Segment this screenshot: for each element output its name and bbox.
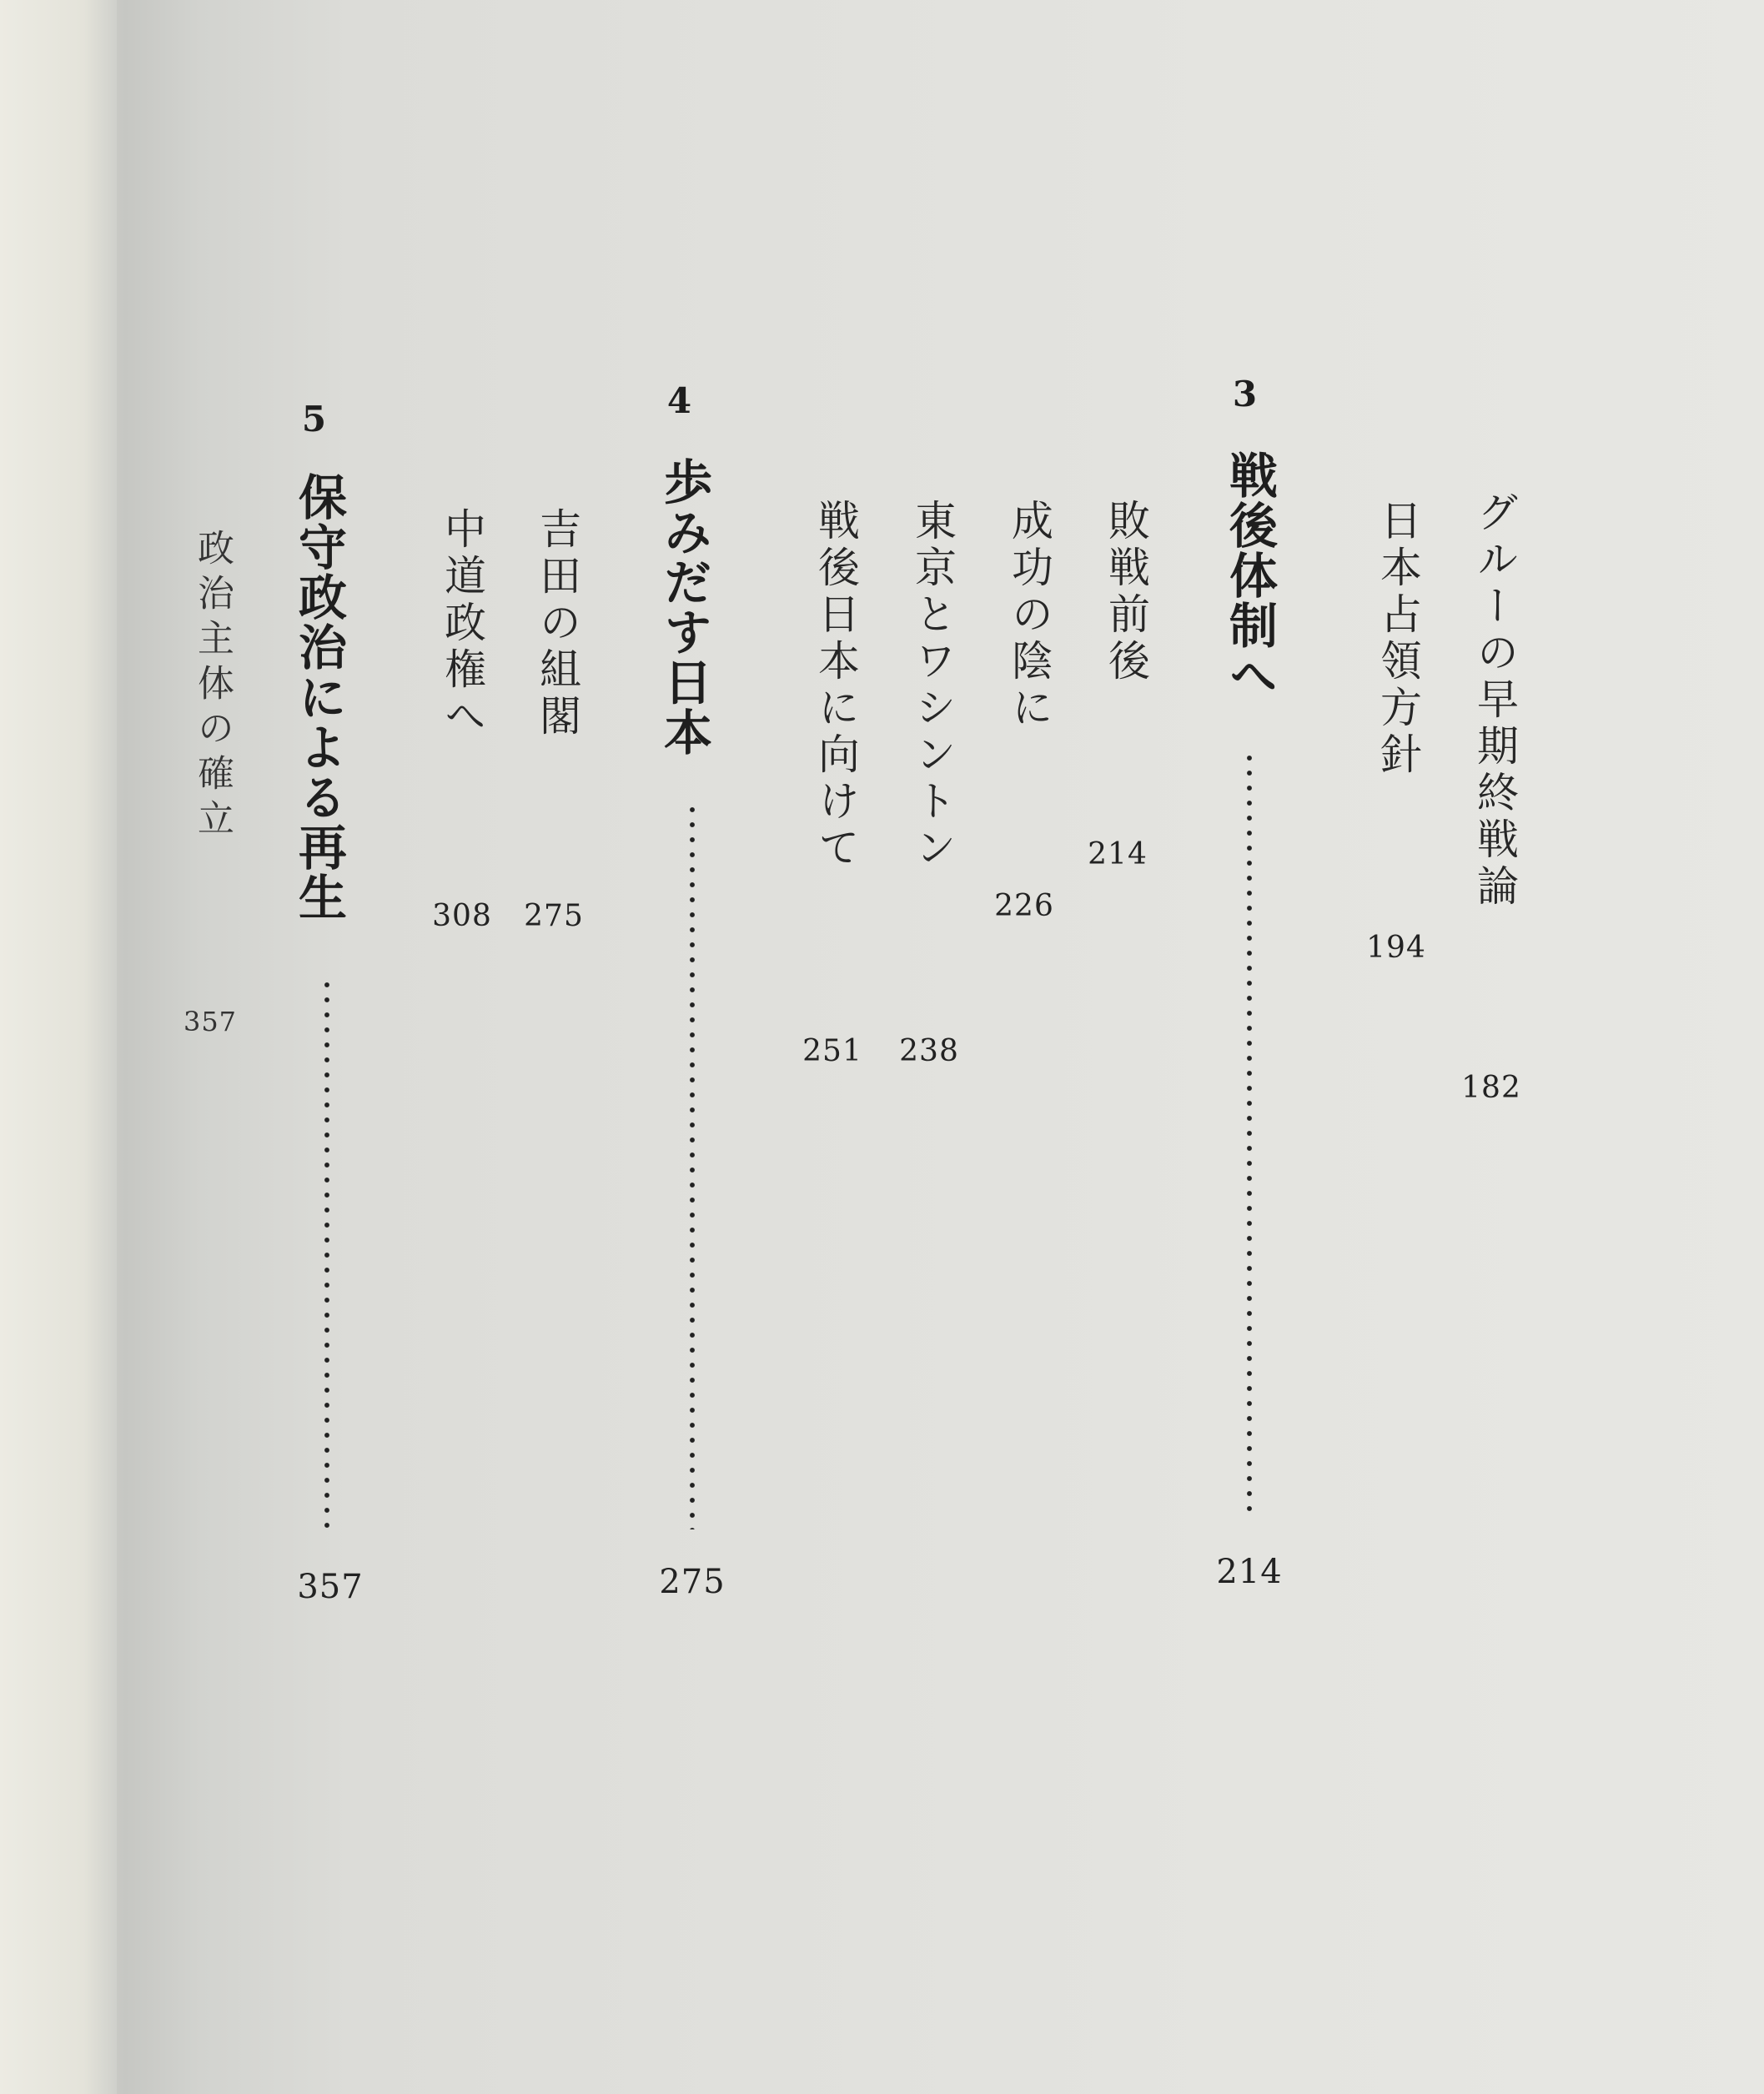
- chapter-3-title: 戦後体制へ: [1221, 450, 1278, 701]
- section-around-defeat: 敗戦前後: [1102, 499, 1150, 685]
- chapter-4-title: 歩みだす日本: [656, 457, 712, 757]
- section-toward-postwar-japan: 戦後日本に向けて: [812, 499, 860, 872]
- section-gru-early-war-end: グルーの早期終戦論: [1470, 490, 1519, 911]
- chapter-3-page: 214: [1216, 1553, 1283, 1591]
- chapter-4-page: 275: [659, 1563, 726, 1601]
- section-yoshida-cabinet-page: 275: [524, 899, 584, 933]
- section-japan-occupation-policy: 日本占領方針: [1374, 499, 1422, 779]
- section-establishing-political-agency: 政治主体の確立: [191, 529, 234, 844]
- chapter-5-title: 保守政治による再生: [290, 472, 347, 922]
- section-establishing-political-agency-page: 357: [183, 1006, 238, 1037]
- chapter-3-dot-leader: [1246, 751, 1253, 1521]
- section-gru-early-war-end-page: 182: [1461, 1071, 1521, 1105]
- section-tokyo-and-washington: 東京とワシントン: [908, 499, 957, 872]
- chapter-5-number: 5: [294, 399, 334, 439]
- section-toward-postwar-japan-page: 251: [802, 1034, 862, 1068]
- section-toward-centrist-government: 中道政権へ: [438, 507, 486, 741]
- section-tokyo-and-washington-page: 238: [899, 1034, 959, 1068]
- section-around-defeat-page: 214: [1088, 837, 1148, 871]
- chapter-5-dot-leader: [324, 977, 330, 1534]
- section-toward-centrist-government-page: 308: [432, 899, 492, 933]
- section-behind-success: 成功の陰に: [1005, 499, 1053, 732]
- chapter-3-number: 3: [1224, 374, 1265, 414]
- section-behind-success-page: 226: [994, 889, 1054, 923]
- chapter-4-dot-leader: [689, 802, 696, 1529]
- chapter-4-number: 4: [659, 380, 700, 421]
- chapter-5-page: 357: [297, 1568, 364, 1606]
- page-spine: [0, 0, 117, 2094]
- section-japan-occupation-policy-page: 194: [1366, 931, 1426, 965]
- section-yoshida-cabinet: 吉田の組閣: [533, 507, 581, 741]
